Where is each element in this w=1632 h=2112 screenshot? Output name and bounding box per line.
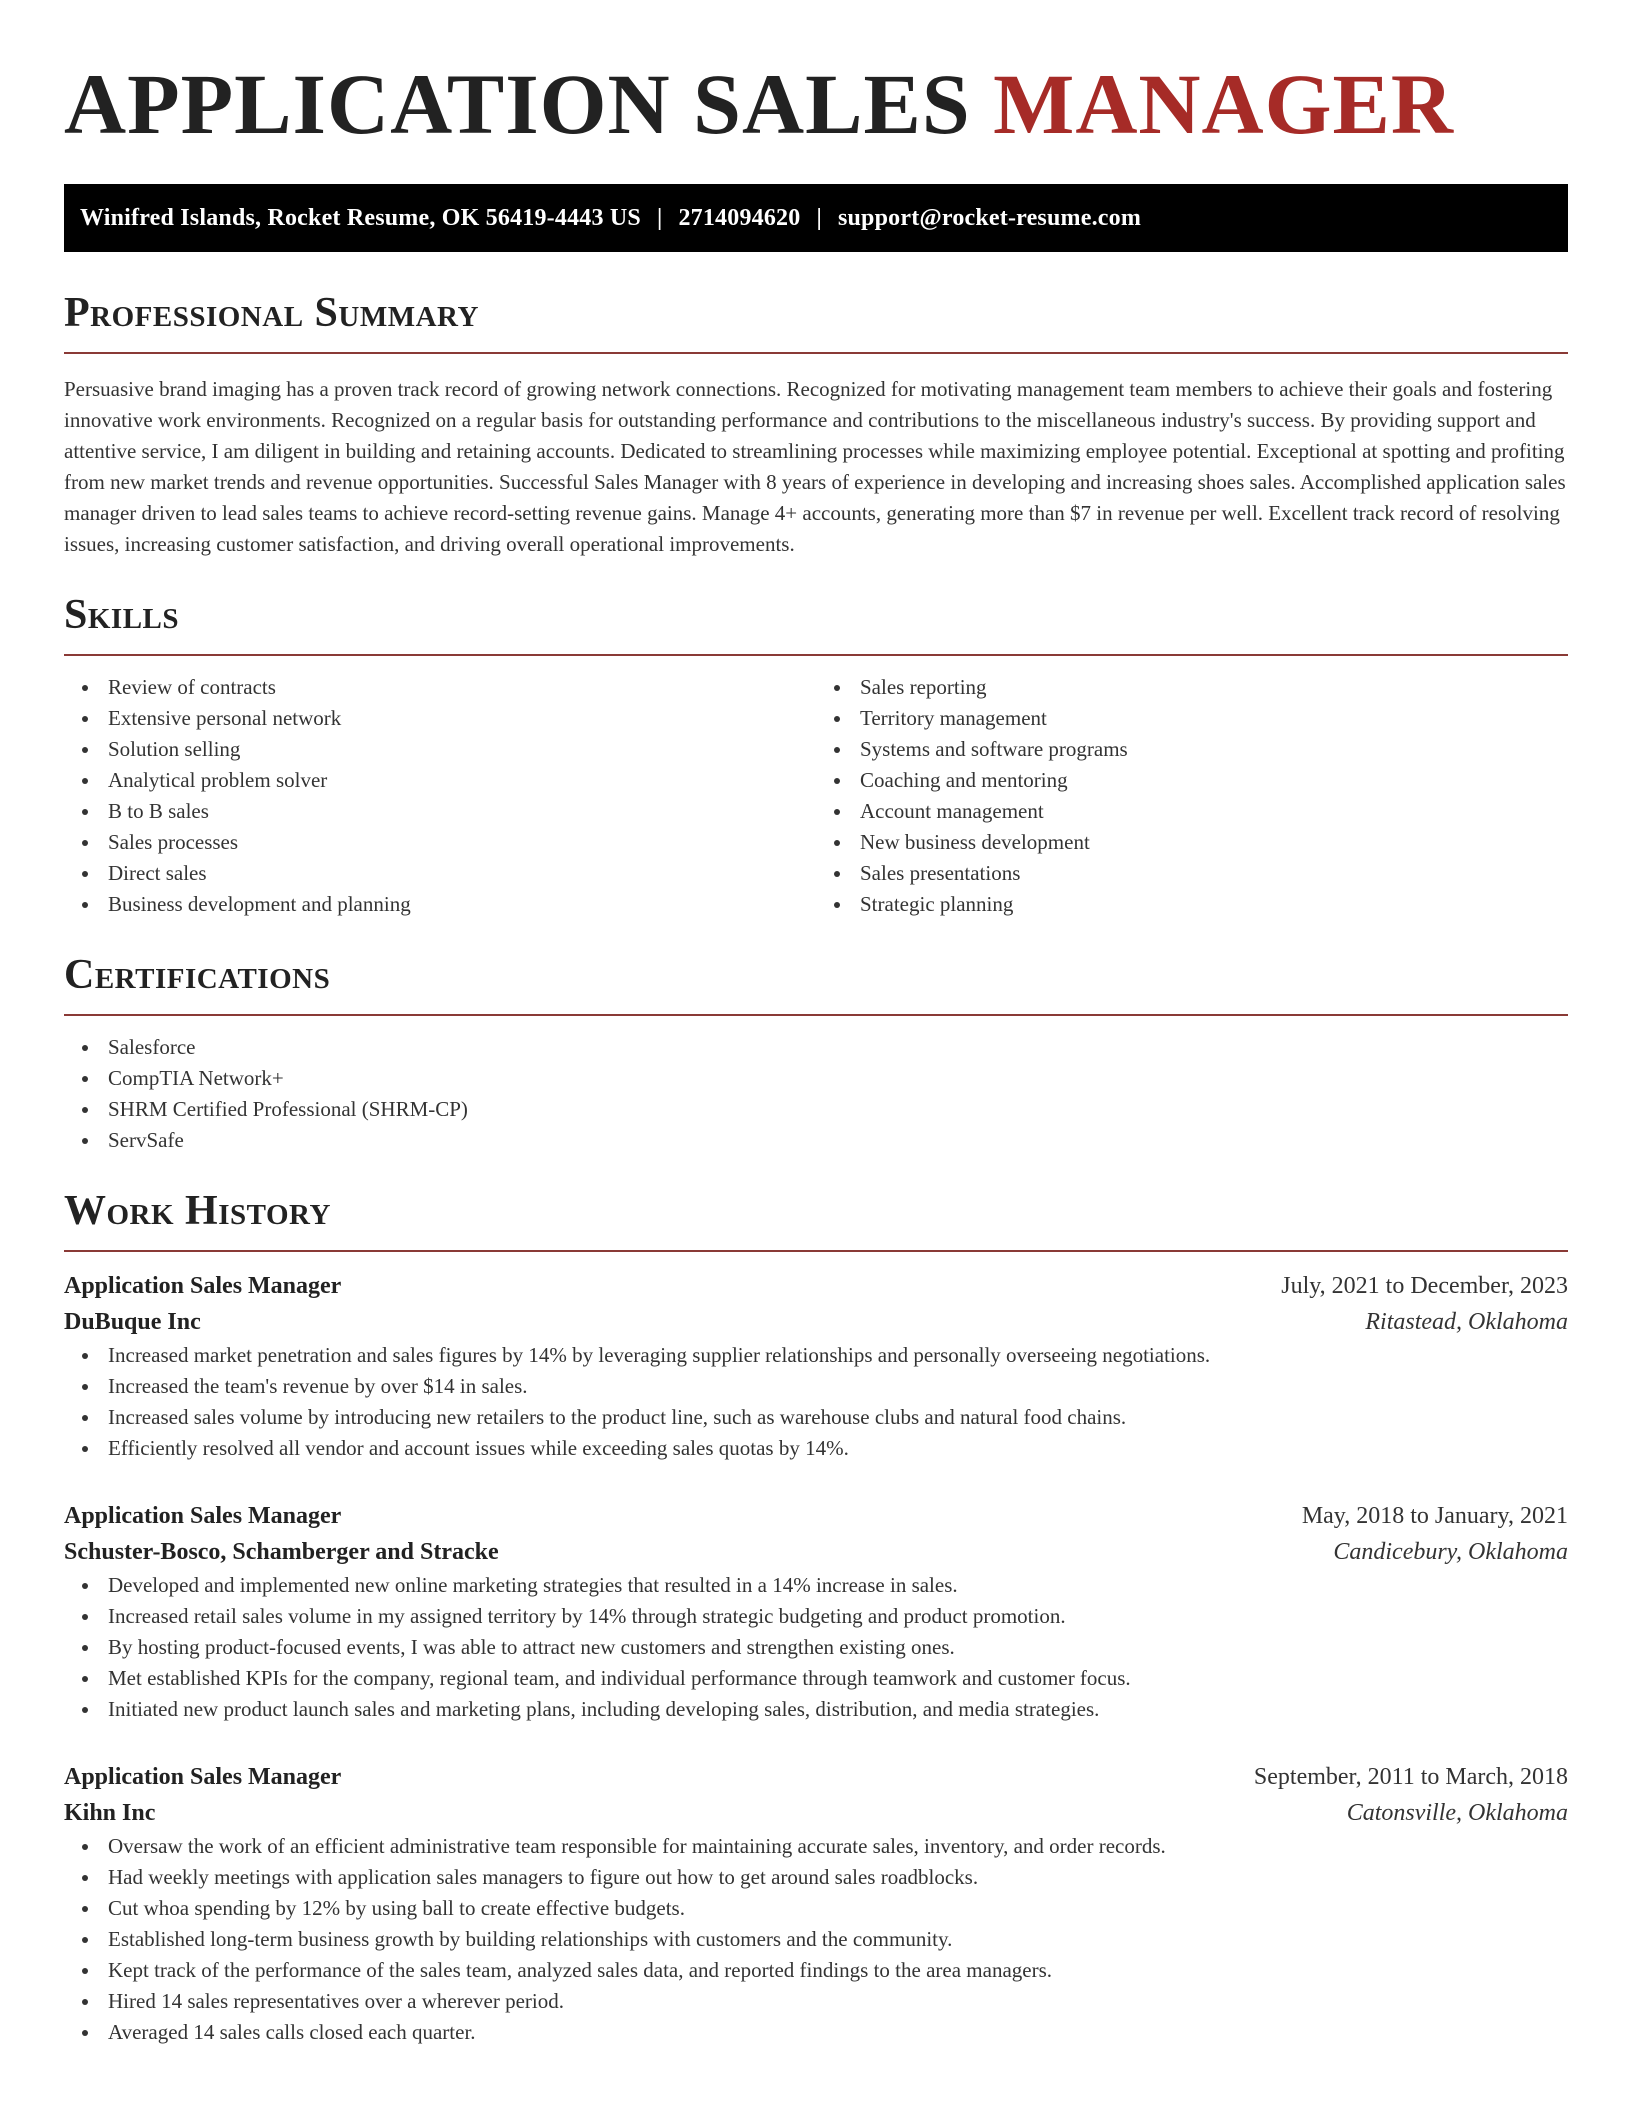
job-bullet: Efficiently resolved all vendor and account issues while exceeding sales quotas by 14%. — [64, 1433, 1568, 1464]
skills-section — [64, 592, 1568, 920]
job-location: Candicebury, Oklahoma — [1333, 1539, 1568, 1565]
certification-item: SHRM Certified Professional (SHRM-CP) — [64, 1094, 1568, 1125]
certifications-list — [64, 1032, 1568, 1156]
job-bullet: Established long-term business growth by building relationships with customers and the community. — [64, 1924, 1568, 1955]
job-location: Catonsville, Oklahoma — [1346, 1800, 1568, 1826]
job-dates: May, 2018 to January, 2021 — [1301, 1503, 1568, 1529]
skill-item: Territory management — [816, 703, 1568, 734]
skill-item: Sales reporting — [816, 672, 1568, 703]
job-bullet: Increased the team's revenue by over $14 in sales. — [64, 1371, 1568, 1402]
job-header-row — [64, 1498, 1568, 1534]
job-dates: September, 2011 to March, 2018 — [1253, 1764, 1568, 1790]
certification-item: Salesforce — [64, 1032, 1568, 1063]
section-title-skills: Skills — [64, 592, 180, 638]
summary-section — [64, 290, 1568, 560]
job-entry — [64, 1268, 1568, 1464]
skill-item: Solution selling — [64, 734, 816, 765]
certifications-section — [64, 952, 1568, 1156]
title-main: APPLICATION SALES — [64, 56, 971, 152]
skills-column-right — [816, 672, 1568, 920]
job-bullets — [64, 1831, 1568, 2048]
section-title-work-history: Work History — [64, 1188, 331, 1234]
skill-item: Strategic planning — [816, 889, 1568, 920]
section-title-certifications: Certifications — [64, 952, 331, 998]
job-bullet: By hosting product-focused events, I was able to attract new customers and strengthen existing ones. — [64, 1632, 1568, 1663]
job-bullet: Increased retail sales volume in my assigned territory by 14% through strategic budgeting and product promotion. — [64, 1601, 1568, 1632]
contact-address: Winifred Islands, Rocket Resume, OK 56419-4443 US — [80, 204, 641, 231]
job-company: Kihn Inc — [64, 1800, 156, 1826]
skills-grid — [64, 672, 1568, 920]
job-title: Application Sales Manager — [64, 1503, 342, 1529]
skill-item: Account management — [816, 796, 1568, 827]
job-bullet: Hired 14 sales representatives over a wherever period. — [64, 1986, 1568, 2017]
job-dates: July, 2021 to December, 2023 — [1281, 1273, 1568, 1299]
job-bullet: Increased market penetration and sales figures by 14% by leveraging supplier relationships and personally overseeing negotiations. — [64, 1340, 1568, 1371]
skill-item: Sales presentations — [816, 858, 1568, 889]
job-bullet: Averaged 14 sales calls closed each quarter. — [64, 2017, 1568, 2048]
resume-title — [64, 0, 1568, 150]
job-bullet: Oversaw the work of an efficient administrative team responsible for maintaining accurate sales, inventory, and order records. — [64, 1831, 1568, 1862]
job-entry — [64, 1759, 1568, 2048]
section-divider — [64, 1250, 1568, 1252]
job-company-row — [64, 1534, 1568, 1570]
skill-item: Business development and planning — [64, 889, 816, 920]
skill-item: Review of contracts — [64, 672, 816, 703]
skill-item: Analytical problem solver — [64, 765, 816, 796]
certification-item: ServSafe — [64, 1125, 1568, 1156]
certification-item: CompTIA Network+ — [64, 1063, 1568, 1094]
contact-separator: | — [816, 204, 822, 231]
skill-item: Systems and software programs — [816, 734, 1568, 765]
job-company: DuBuque Inc — [64, 1309, 201, 1335]
job-bullet: Initiated new product launch sales and marketing plans, including developing sales, distribution, and media strategies. — [64, 1694, 1568, 1725]
job-company: Schuster-Bosco, Schamberger and Stracke — [64, 1539, 499, 1565]
summary-text: Persuasive brand imaging has a proven track record of growing network connections. Recognized for motivating management team members to achieve their goals and fostering innovative work environments. Recognized on a regular basis for outstanding performance and contributions to the miscellaneous industry's success. By providing support and attentive service, I am diligent in building and retaining accounts. Dedicated to streamlining processes while maximizing employee potential. Exceptional at spotting and profiting from new market trends and revenue opportunities. Successful Sales Manager with 8 years of experience in developing and increasing shoes sales. Accomplished application sales manager driven to lead sales teams to achieve record-setting revenue gains. Manage 4+ accounts, generating more than $7 in revenue per well. Excellent track record of resolving issues, increasing customer satisfaction, and driving overall operational improvements. — [64, 377, 1566, 556]
job-bullet: Cut whoa spending by 12% by using ball to create effective budgets. — [64, 1893, 1568, 1924]
job-bullet: Developed and implemented new online marketing strategies that resulted in a 14% increase in sales. — [64, 1570, 1568, 1601]
job-location: Ritastead, Oklahoma — [1365, 1309, 1568, 1335]
job-title: Application Sales Manager — [64, 1764, 342, 1790]
skill-item: Direct sales — [64, 858, 816, 889]
section-divider — [64, 654, 1568, 656]
job-bullet: Kept track of the performance of the sales team, analyzed sales data, and reported findings to the area managers. — [64, 1955, 1568, 1986]
contact-email[interactable]: support@rocket-resume.com — [837, 204, 1142, 231]
job-bullets — [64, 1570, 1568, 1725]
job-title: Application Sales Manager — [64, 1273, 342, 1299]
section-divider — [64, 352, 1568, 354]
job-entry — [64, 1498, 1568, 1725]
title-accent: MANAGER — [993, 56, 1455, 152]
job-bullets — [64, 1340, 1568, 1464]
job-header-row — [64, 1759, 1568, 1795]
skill-item: Extensive personal network — [64, 703, 816, 734]
job-bullet: Increased sales volume by introducing new retailers to the product line, such as warehouse clubs and natural food chains. — [64, 1402, 1568, 1433]
skills-list-left — [64, 672, 816, 920]
contact-phone[interactable]: 2714094620 — [678, 204, 801, 231]
skill-item: New business development — [816, 827, 1568, 858]
job-company-row — [64, 1304, 1568, 1340]
job-company-row — [64, 1795, 1568, 1831]
section-title-summary: Professional Summary — [64, 290, 479, 336]
skill-item: Coaching and mentoring — [816, 765, 1568, 796]
section-divider — [64, 1014, 1568, 1016]
skills-list-right — [816, 672, 1568, 920]
skills-column-left — [64, 672, 816, 920]
skill-item: Sales processes — [64, 827, 816, 858]
work-history-section — [64, 1188, 1568, 2048]
skill-item: B to B sales — [64, 796, 816, 827]
contact-separator: | — [656, 204, 663, 231]
job-header-row — [64, 1268, 1568, 1304]
contact-bar — [64, 184, 1568, 252]
job-bullet: Had weekly meetings with application sales managers to figure out how to get around sales roadblocks. — [64, 1862, 1568, 1893]
job-bullet: Met established KPIs for the company, regional team, and individual performance through teamwork and customer focus. — [64, 1663, 1568, 1694]
